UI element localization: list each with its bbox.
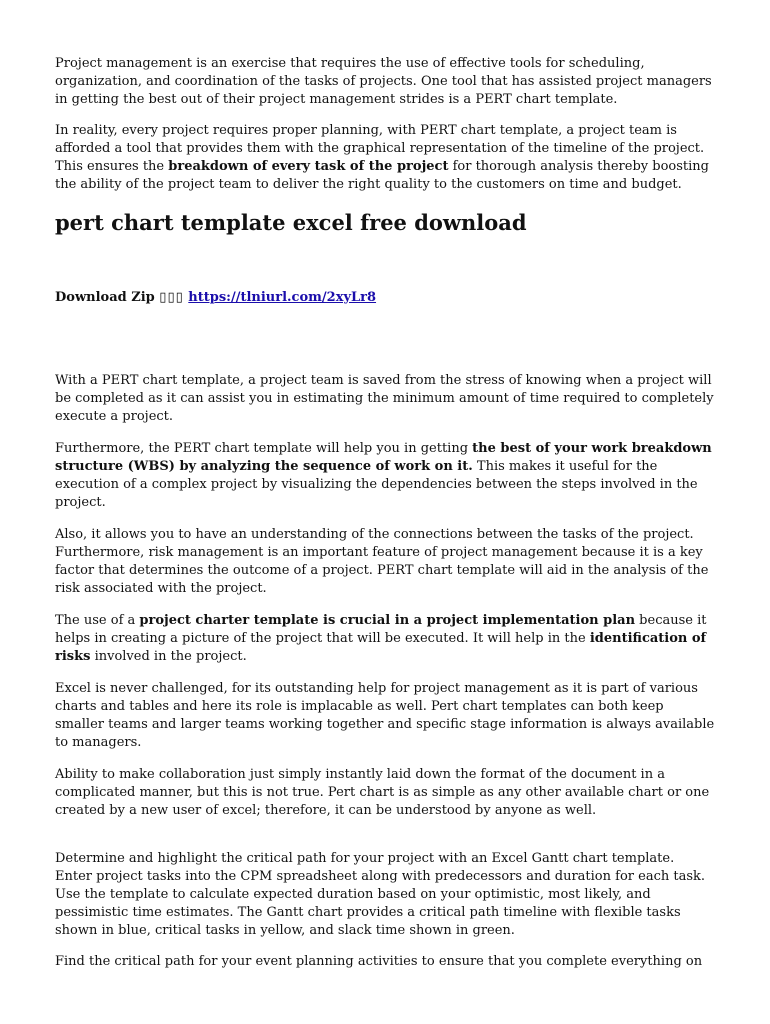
charter-bold-text-2: identification of risks	[55, 631, 707, 664]
planning-text-c: for thorough analysis thereby boosting the ability of the project team to deliver the right quality to the customers on time and budget.	[55, 159, 709, 192]
planning-bold-text: breakdown of every task of the project	[168, 159, 449, 174]
event-planning-paragraph: Find the critical path for your event planning activities to ensure that you complete everything on	[55, 954, 703, 969]
download-label: Download Zip	[55, 290, 155, 305]
charter-bold-text-1: project charter template is crucial in a project implementation plan	[139, 613, 636, 628]
intro-paragraph: Project management is an exercise that requires the use of effective tools for scheduling, organization, and coordination of the tasks of projects. One tool that has assisted project managers in getting the best out of their project management strides is a PERT chart template.	[55, 56, 712, 107]
wbs-text-a: Furthermore, the PERT chart template will help you in getting	[55, 441, 473, 456]
wbs-paragraph	[55, 440, 715, 512]
download-glyph-boxes: ▯▯▯	[159, 290, 184, 305]
planning-text-a: In reality, every project requires proper planning, with PERT chart template, a project team is afforded a tool that provides them with the graphical representation of the timeline of the project. This ensures the	[55, 123, 705, 174]
planning-paragraph	[55, 122, 715, 194]
collaboration-paragraph: Ability to make collaboration just simply instantly laid down the format of the document in a complicated manner, but this is not true. Pert chart is as simple as any other available chart or one created by a new user of excel; therefore, it can be understood by anyone as well.	[55, 767, 710, 818]
download-line	[55, 289, 715, 307]
charter-paragraph	[55, 612, 715, 666]
wbs-text-c: This makes it useful for the execution of a complex project by visualizing the dependencies between the steps involved in the project.	[55, 459, 698, 510]
charter-text-a: The use of a	[55, 613, 140, 628]
charter-text-c: because it helps in creating a picture of the project that will be executed. It will help in the	[55, 613, 707, 646]
critical-path-paragraph: Determine and highlight the critical path for your project with an Excel Gantt chart template. Enter project tasks into the CPM spreadsheet along with predecessors and duration for each task. Use the template to calculate expected duration based on your optimistic, most likely, and pessimistic time estimates. The Gantt chart provides a critical path timeline with flexible tasks shown in blue, critical tasks in yellow, and slack time shown in green.	[55, 851, 706, 938]
stress-paragraph: With a PERT chart template, a project team is saved from the stress of knowing when a project will be completed as it can assist you in estimating the minimum amount of time required to completely execute a project.	[55, 373, 714, 424]
charter-text-e: involved in the project.	[90, 649, 247, 664]
page-heading: pert chart template excel free download	[55, 210, 527, 235]
excel-paragraph: Excel is never challenged, for its outstanding help for project management as it is part of various charts and tables and here its role is implacable as well. Pert chart templates can both keep smaller teams and larger teams working together and specific stage information is always available to managers.	[55, 681, 715, 750]
wbs-bold-text: the best of your work breakdown structure (WBS) by analyzing the sequence of work on it.	[55, 441, 712, 474]
risk-paragraph: Also, it allows you to have an understanding of the connections between the tasks of the project. Furthermore, risk management is an important feature of project management because it is a key factor that determines the outcome of a project. PERT chart template will aid in the analysis of the risk associated with the project.	[55, 527, 709, 596]
download-link[interactable]: https://tlniurl.com/2xyLr8	[188, 290, 377, 305]
